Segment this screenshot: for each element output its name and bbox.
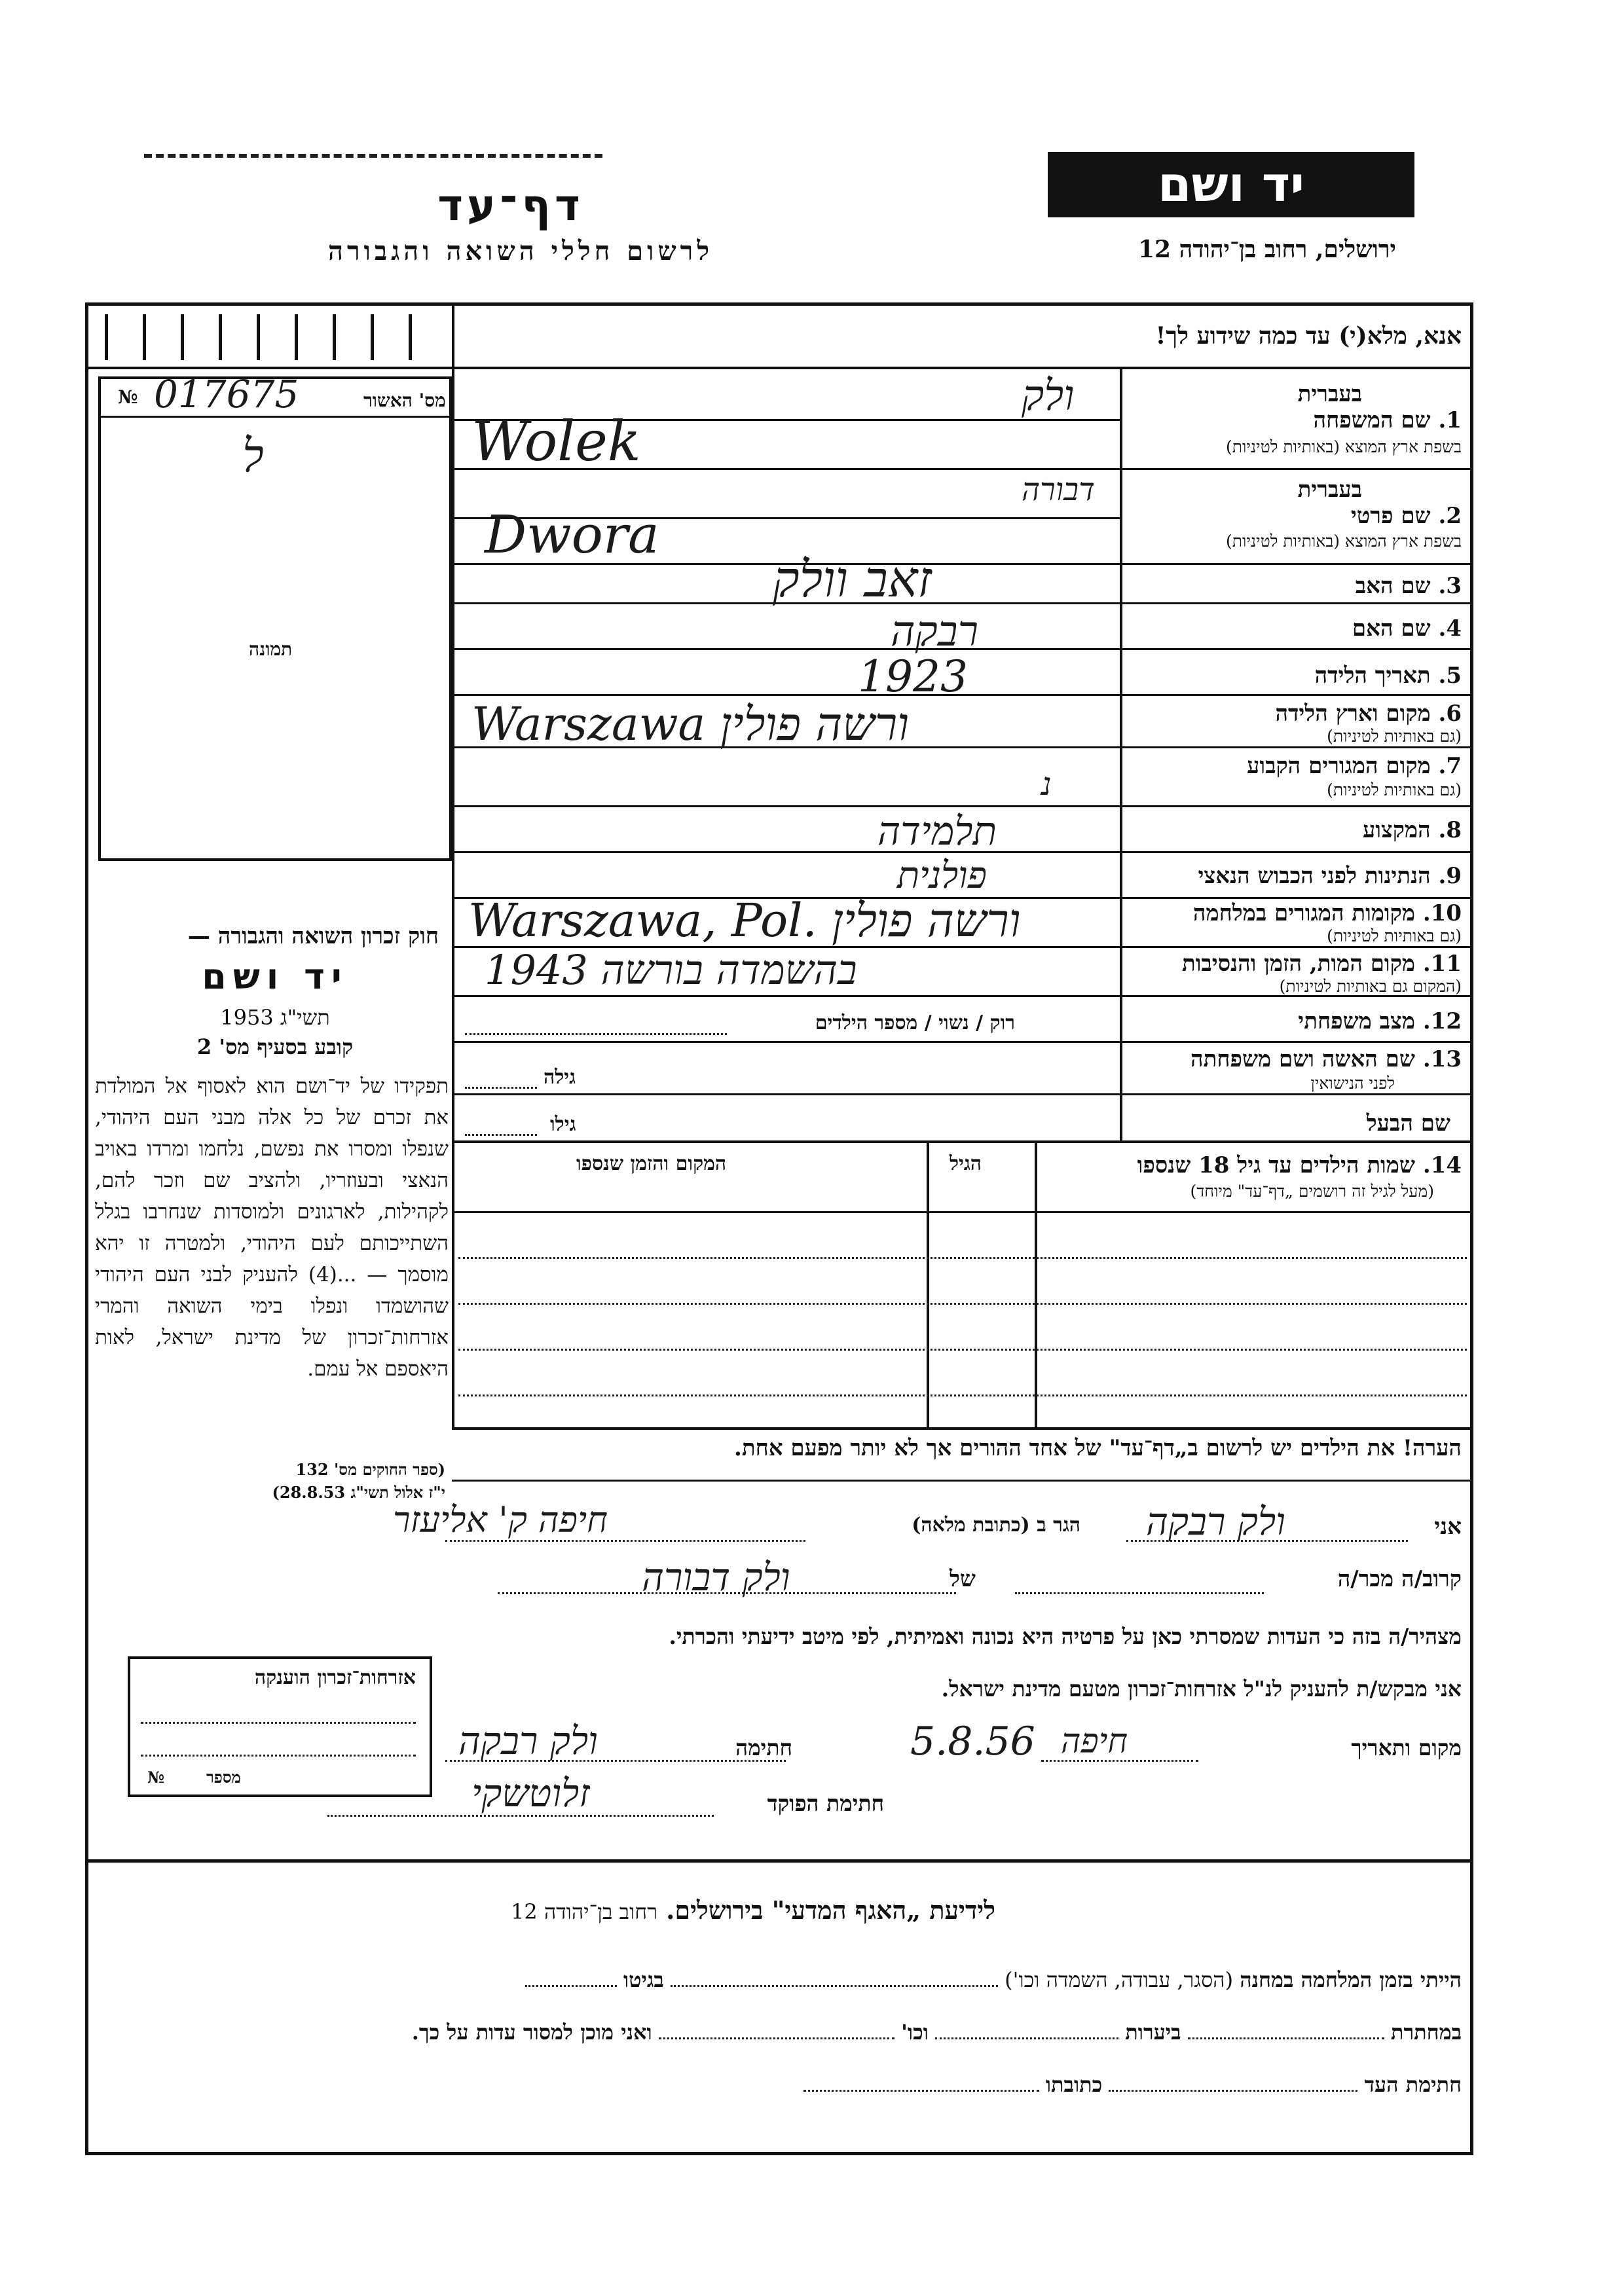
field-3-value: זאב וולק	[773, 550, 932, 608]
field-1-sub-top: בעברית	[1297, 381, 1362, 407]
field-4-value: רבקה	[891, 608, 979, 656]
page-subtitle: לרשום חללי השואה והגבורה	[327, 236, 714, 266]
bottom-line2-a: במחתרת	[1390, 2020, 1462, 2045]
field-1-sub: בשפת ארץ המוצא (באותיות לטיניות)	[1226, 437, 1462, 456]
bottom-line2-d: ואני מוכן למסור עדות על כך.	[411, 2020, 652, 2045]
field-10-value: Warszawa, Pol. ורשה פולין	[468, 894, 1021, 947]
field-6-value: Warszawa ורשה פולין	[471, 697, 910, 751]
field-5-value: 1923	[858, 651, 968, 702]
field-6-label: 6. מקום וארץ הלידה	[1275, 701, 1462, 727]
note-text: הערה! את הילדים יש לרשום ב„דף־עד" של אחד ההורים אך לא יותר מפעם אחת.	[734, 1435, 1462, 1461]
bottom-line-2	[412, 2020, 1462, 2045]
bottom-line2-b: ביערות	[1125, 2020, 1181, 2045]
citizenship-no-mark: №	[147, 1768, 165, 1787]
husband-age-label: גילו	[550, 1113, 576, 1136]
photo-box	[98, 376, 452, 861]
children-col-names: 14. שמות הילדים עד גיל 18 שנספו	[1137, 1152, 1462, 1178]
decl-name: ולק רבקה	[1146, 1499, 1285, 1544]
law-title: חוק זכרון השואה והגבורה —	[187, 923, 439, 949]
field-2-sub-top: בעברית	[1297, 477, 1362, 503]
instruction-text: אנא, מלא(י) עד כמה שידוע לך!	[1155, 322, 1462, 350]
law-body: תפקידו של יד־ושם הוא לאסוף אל המולדת את זכרם של כל אלה מבני העם היהודי, שנפלו ומסרו את נפשם, נלחמו ומרדו באויב הנאצי ובעוזריו, ולהציב שם וזכר להם, לקהילות, לארגונים ולמוסדות שנחרבו בגלל השתייכותם לעם היהודי, ולמטרה זו יהא מוסמך — ...(4) להעניק לבני העם היהודי שהושמדו ונפלו בימי השואה והמרי אזרחות־זכרון של מדינת ישראל, לאות היאספם אל עמם.	[95, 1074, 449, 1381]
field-13-age-label: גילה	[544, 1066, 576, 1089]
bottom-line3-b: כתובתו	[1045, 2072, 1103, 2097]
approval-extra: ל	[242, 429, 264, 483]
logo	[1048, 152, 1414, 217]
bottom-title	[327, 1895, 1179, 1925]
page-title: דף־עד	[437, 180, 584, 230]
field-8-value: תלמידה	[877, 809, 997, 854]
decl-relative-label: קרוב/ה מכר/ה	[1337, 1566, 1462, 1592]
law-clause: קובע בסעיף מס' 2	[196, 1034, 354, 1059]
logo-text: יד ושם	[1157, 156, 1305, 213]
field-1-value-hebrew: ולק	[1022, 372, 1075, 420]
field-7-sub: (גם באותיות לטיניות)	[1327, 780, 1462, 799]
field-2-value-hebrew: דבורה	[1022, 471, 1095, 508]
field-11-value: 1943 בהשמדה בורשה	[485, 946, 857, 994]
approval-number: 017675	[154, 372, 299, 416]
field-12-options: רוק / נשוי / מספר הילדים	[815, 1011, 1015, 1034]
decl-place-date-label: מקום ותאריך	[1351, 1735, 1462, 1760]
field-1-label: 1. שם המשפחה	[1313, 407, 1462, 433]
field-13-label: 13. שם האשה ושם משפחתה	[1190, 1046, 1462, 1072]
approval-no-mark: №	[118, 386, 138, 408]
field-9-label: 9. הנתינות לפני הכבוש הנאצי	[1198, 863, 1462, 889]
law-year: תשי"ג 1953	[220, 1005, 330, 1030]
decl-of-label: של	[950, 1566, 976, 1592]
field-8-label: 8. המקצוע	[1362, 817, 1462, 843]
law-source: (ספר החוקים מס' 132	[295, 1460, 445, 1479]
children-col-names-sub: (מעל לגיל זה רושמים „דף־עד" מיוחד)	[1190, 1182, 1434, 1201]
bottom-line1-b: (הסגר, עבודה, השמדה וכו')	[1005, 1967, 1234, 1992]
bottom-line-3	[803, 2072, 1462, 2097]
bottom-title-text: לידיעת „האגף המדעי" בירושלים.	[666, 1895, 996, 1925]
decl-address: חיפה ק' אליעזר	[393, 1499, 608, 1540]
field-12-label: 12. מצב משפחתי	[1298, 1008, 1462, 1034]
decl-request: אני מבקש/ת להעניק לנ"ל אזרחות־זכרון מטעם מדינת ישראל.	[941, 1676, 1462, 1702]
index-ticks	[105, 314, 445, 360]
bottom-line-1	[525, 1967, 1462, 1992]
children-col-place: המקום והזמן שנספו	[576, 1152, 727, 1175]
header-scan-marks	[144, 154, 602, 163]
bottom-address: רחוב בן־יהודה 12	[510, 1899, 657, 1924]
decl-lives-label: הגר ב (כתובת מלאה)	[912, 1514, 1080, 1537]
field-10-label: 10. מקומות המגורים במלחמה	[1192, 900, 1462, 926]
law-date: י"ז אלול תשי"ג 28.8.53)	[272, 1483, 445, 1502]
decl-date: 5.8.56	[910, 1719, 1035, 1764]
decl-statement: מצהיר/ה בזה כי העדות שמסרתי כאן על פרטיה היא נכונה ואמיתית, לפי מיטב ידיעתי והכרתי.	[669, 1624, 1462, 1649]
field-7-value: נ	[1041, 766, 1052, 803]
law-name: יד ושם	[202, 956, 348, 997]
decl-place: חיפה	[1061, 1722, 1128, 1761]
field-2-value-latin: Dwora	[485, 504, 659, 565]
field-2-label: 2. שם פרטי	[1350, 503, 1462, 529]
field-1-value-latin: Wolek	[471, 409, 641, 473]
children-col-age: הגיל	[950, 1152, 982, 1175]
decl-of-name: ולק דבורה	[642, 1555, 790, 1599]
field-11-sub: (המקום גם באותיות לטיניות)	[1279, 977, 1462, 996]
decl-i-label: אני	[1434, 1514, 1462, 1540]
field-10-sub: (גם באותיות לטיניות)	[1327, 926, 1462, 945]
photo-label: תמונה	[249, 638, 293, 660]
field-3-label: 3. שם האב	[1355, 573, 1462, 599]
field-2-sub: בשפת ארץ המוצא (באותיות לטיניות)	[1226, 532, 1462, 551]
citizenship-title: אזרחות־זכרון הוענקה	[254, 1666, 416, 1689]
field-9-value: פולנית	[897, 854, 987, 897]
field-6-sub: (גם באותיות לטיניות)	[1327, 727, 1462, 746]
decl-signature: ולק רבקה	[458, 1719, 598, 1763]
bottom-line3-a: חתימת העד	[1364, 2072, 1462, 2097]
field-13-sub: לפני הנישואין	[1310, 1074, 1395, 1093]
husband-label: שם הבעל	[1366, 1110, 1450, 1137]
field-11-label: 11. מקום המות, הזמן והנסיבות	[1181, 951, 1462, 977]
approval-label: מס' האשור	[363, 390, 446, 411]
bottom-line1-c: בגיטו	[623, 1967, 664, 1992]
header-address: ירושלים, רחוב בן־יהודה 12	[1137, 236, 1396, 263]
bottom-line2-c: וכו'	[901, 2020, 929, 2045]
citizenship-number-label: מספר	[206, 1768, 241, 1787]
field-4-label: 4. שם האם	[1352, 615, 1462, 642]
field-5-label: 5. תאריך הלידה	[1314, 663, 1462, 689]
field-7-label: 7. מקום המגורים הקבוע	[1247, 753, 1462, 779]
decl-signature-label: חתימה	[735, 1735, 792, 1760]
decl-officer-sig: זלוטשקי	[471, 1771, 590, 1815]
decl-officer-label: חתימת הפוקד	[767, 1791, 884, 1816]
bottom-line1-a: הייתי בזמן המלחמה במחנה	[1240, 1967, 1462, 1992]
